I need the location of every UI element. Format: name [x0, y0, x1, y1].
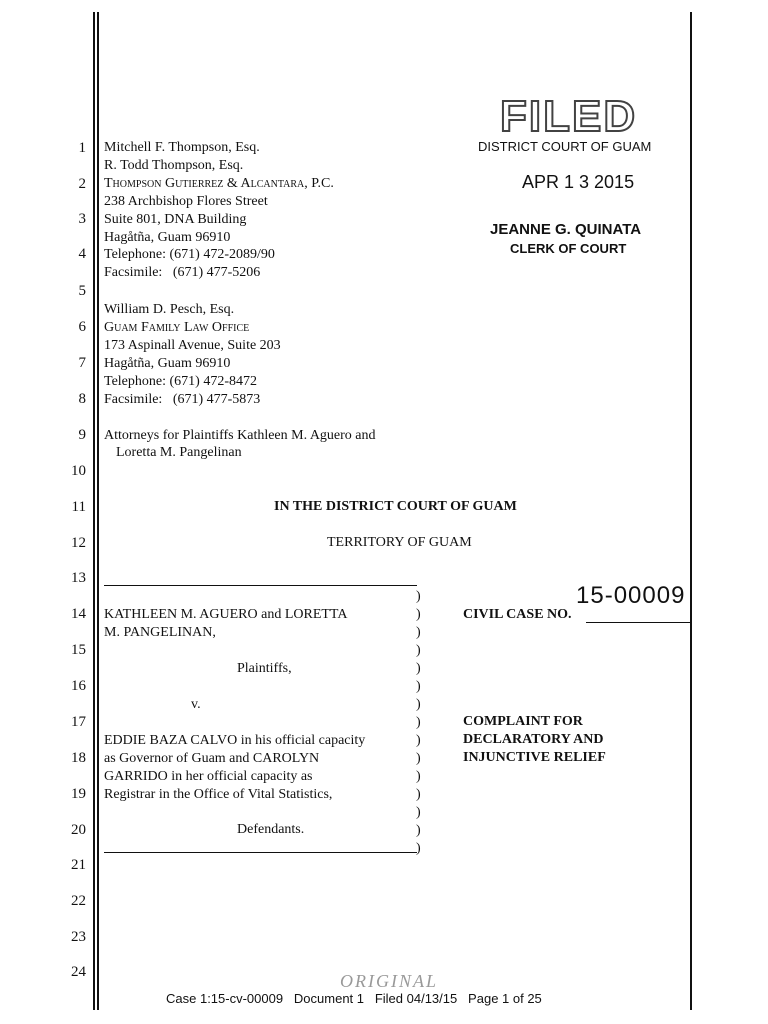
attorney-name: Mitchell F. Thompson, Esq. — [104, 140, 260, 155]
document-title: DECLARATORY AND — [463, 732, 604, 747]
document-title: COMPLAINT FOR — [463, 714, 583, 729]
document-page: 1 2 3 4 5 6 7 8 9 10 11 12 13 14 15 16 17 18 19 20 21 22 23 24 Mitchell F. Thompson, Esq. R. Todd Thompson, Esq. Thompson Gutierrez & Alcantara, P.C. 238 Archbishop Flores Street Suite 801, DNA Building Hagåtña, Guam 96910 Telephone: (671) 472-2089/90 Facsimile: (671) 477-5206 William D. Pesch, Esq. Guam Family Law Office 173 Aspinall Avenue, Suite 203 Hagåtña, Guam 96910 Telephone: (671) 472-8472 Facsimile: (671) 477-5873 Attorneys for Plaintiffs Kathleen M. Aguero and Loretta M. Pangelinan FILED DISTRICT COURT OF GUAM APR 1 3 2015 JEANNE G. QUINATA CLERK OF COURT IN THE DISTRICT COURT OF GUAM TERRITORY OF GUAM ) ) ) ) ) ) ) ) ) ) ) ) ) ) ) KATHLEEN M. AGUERO and LORETTA M. PANGELINAN, Plaintiffs, v. EDDIE BAZA CALVO in his official capacity as Governor of Guam and CAROLYN GARRIDO in her official capacity as Registrar in the Office of Vital Statistics, Defendants. CIVIL CASE NO. 15-00009 COMPLAINT FOR DECLARATORY AND INJUNCTIVE RELIEF ORIGINAL Case 1:15-cv-00009 Document 1 Filed 04/13/15 Page 1 of 25 — [0, 0, 768, 1024]
plaintiffs-names: KATHLEEN M. AGUERO and LORETTA — [104, 607, 348, 622]
page-footer: Case 1:15-cv-00009 Document 1 Filed 04/13/15 Page 1 of 25 — [166, 991, 542, 1006]
line-number: 13 — [71, 570, 86, 586]
line-number: 9 — [78, 427, 86, 443]
line-number: 10 — [71, 463, 86, 479]
defendants-label: Defendants. — [237, 822, 305, 837]
line-number: 6 — [78, 319, 86, 335]
defendants-names: EDDIE BAZA CALVO in his official capacity — [104, 733, 366, 748]
address-suite: Suite 801, DNA Building — [104, 212, 247, 227]
versus: v. — [191, 697, 201, 712]
caption-bottom-rule — [104, 852, 417, 853]
civil-case-label: CIVIL CASE NO. — [463, 607, 572, 622]
line-number: 23 — [71, 929, 86, 945]
stamp-court-name: DISTRICT COURT OF GUAM — [478, 139, 652, 154]
defendants-names: GARRIDO in her official capacity as — [104, 769, 313, 784]
line-number: 7 — [78, 355, 86, 371]
line-number: 1 — [78, 140, 86, 156]
line-number: 12 — [71, 535, 86, 551]
facsimile: Facsimile: (671) 477-5873 — [104, 392, 261, 407]
line-number: 19 — [71, 786, 86, 802]
address-city: Hagåtña, Guam 96910 — [104, 230, 231, 245]
line-number: 2 — [78, 176, 86, 192]
attorneys-for-line: Loretta M. Pangelinan — [116, 445, 242, 460]
facsimile: Facsimile: (671) 477-5206 — [104, 265, 261, 280]
stamp-clerk-title: CLERK OF COURT — [510, 241, 627, 256]
line-number: 8 — [78, 391, 86, 407]
address-city: Hagåtña, Guam 96910 — [104, 356, 231, 371]
address-street: 238 Archbishop Flores Street — [104, 194, 268, 209]
plaintiffs-label: Plaintiffs, — [237, 661, 292, 676]
telephone: Telephone: (671) 472-8472 — [104, 374, 257, 389]
line-number: 14 — [71, 606, 86, 622]
left-margin-rule-inner — [97, 12, 99, 1010]
attorney-name: William D. Pesch, Esq. — [104, 302, 235, 317]
defendants-names: Registrar in the Office of Vital Statistics, — [104, 787, 333, 802]
case-number: 15-00009 — [576, 582, 686, 609]
line-number: 22 — [71, 893, 86, 909]
territory-line: TERRITORY OF GUAM — [327, 535, 472, 550]
line-number: 21 — [71, 857, 86, 873]
attorneys-for-line: Attorneys for Plaintiffs Kathleen M. Aguero and — [104, 428, 376, 443]
line-number: 17 — [71, 714, 86, 730]
caption-top-rule — [104, 585, 417, 586]
defendants-names: as Governor of Guam and CAROLYN — [104, 751, 320, 766]
line-number: 3 — [78, 211, 86, 227]
plaintiffs-names: M. PANGELINAN, — [104, 625, 216, 640]
line-number: 16 — [71, 678, 86, 694]
line-number: 5 — [78, 283, 86, 299]
stamp-clerk-name: JEANNE G. QUINATA — [490, 221, 642, 238]
case-number-underline — [586, 622, 690, 623]
left-margin-rule-outer — [93, 12, 95, 1010]
filed-stamp-word: FILED — [500, 92, 638, 141]
line-number: 24 — [71, 964, 86, 980]
court-title: IN THE DISTRICT COURT OF GUAM — [274, 499, 517, 514]
original-stamp: ORIGINAL — [340, 971, 438, 991]
law-firm-name: Guam Family Law Office — [104, 320, 250, 335]
stamp-date: APR 1 3 2015 — [522, 172, 635, 192]
line-number: 4 — [78, 246, 86, 262]
telephone: Telephone: (671) 472-2089/90 — [104, 247, 275, 262]
document-title: INJUNCTIVE RELIEF — [463, 750, 606, 765]
line-number: 11 — [71, 499, 86, 515]
attorney-name: R. Todd Thompson, Esq. — [104, 158, 244, 173]
line-number: 18 — [71, 750, 86, 766]
address-street: 173 Aspinall Avenue, Suite 203 — [104, 338, 281, 353]
law-firm-name: Thompson Gutierrez & Alcantara, P.C. — [104, 176, 334, 191]
line-number: 20 — [71, 822, 86, 838]
right-margin-rule — [690, 12, 692, 1010]
line-number: 15 — [71, 642, 86, 658]
